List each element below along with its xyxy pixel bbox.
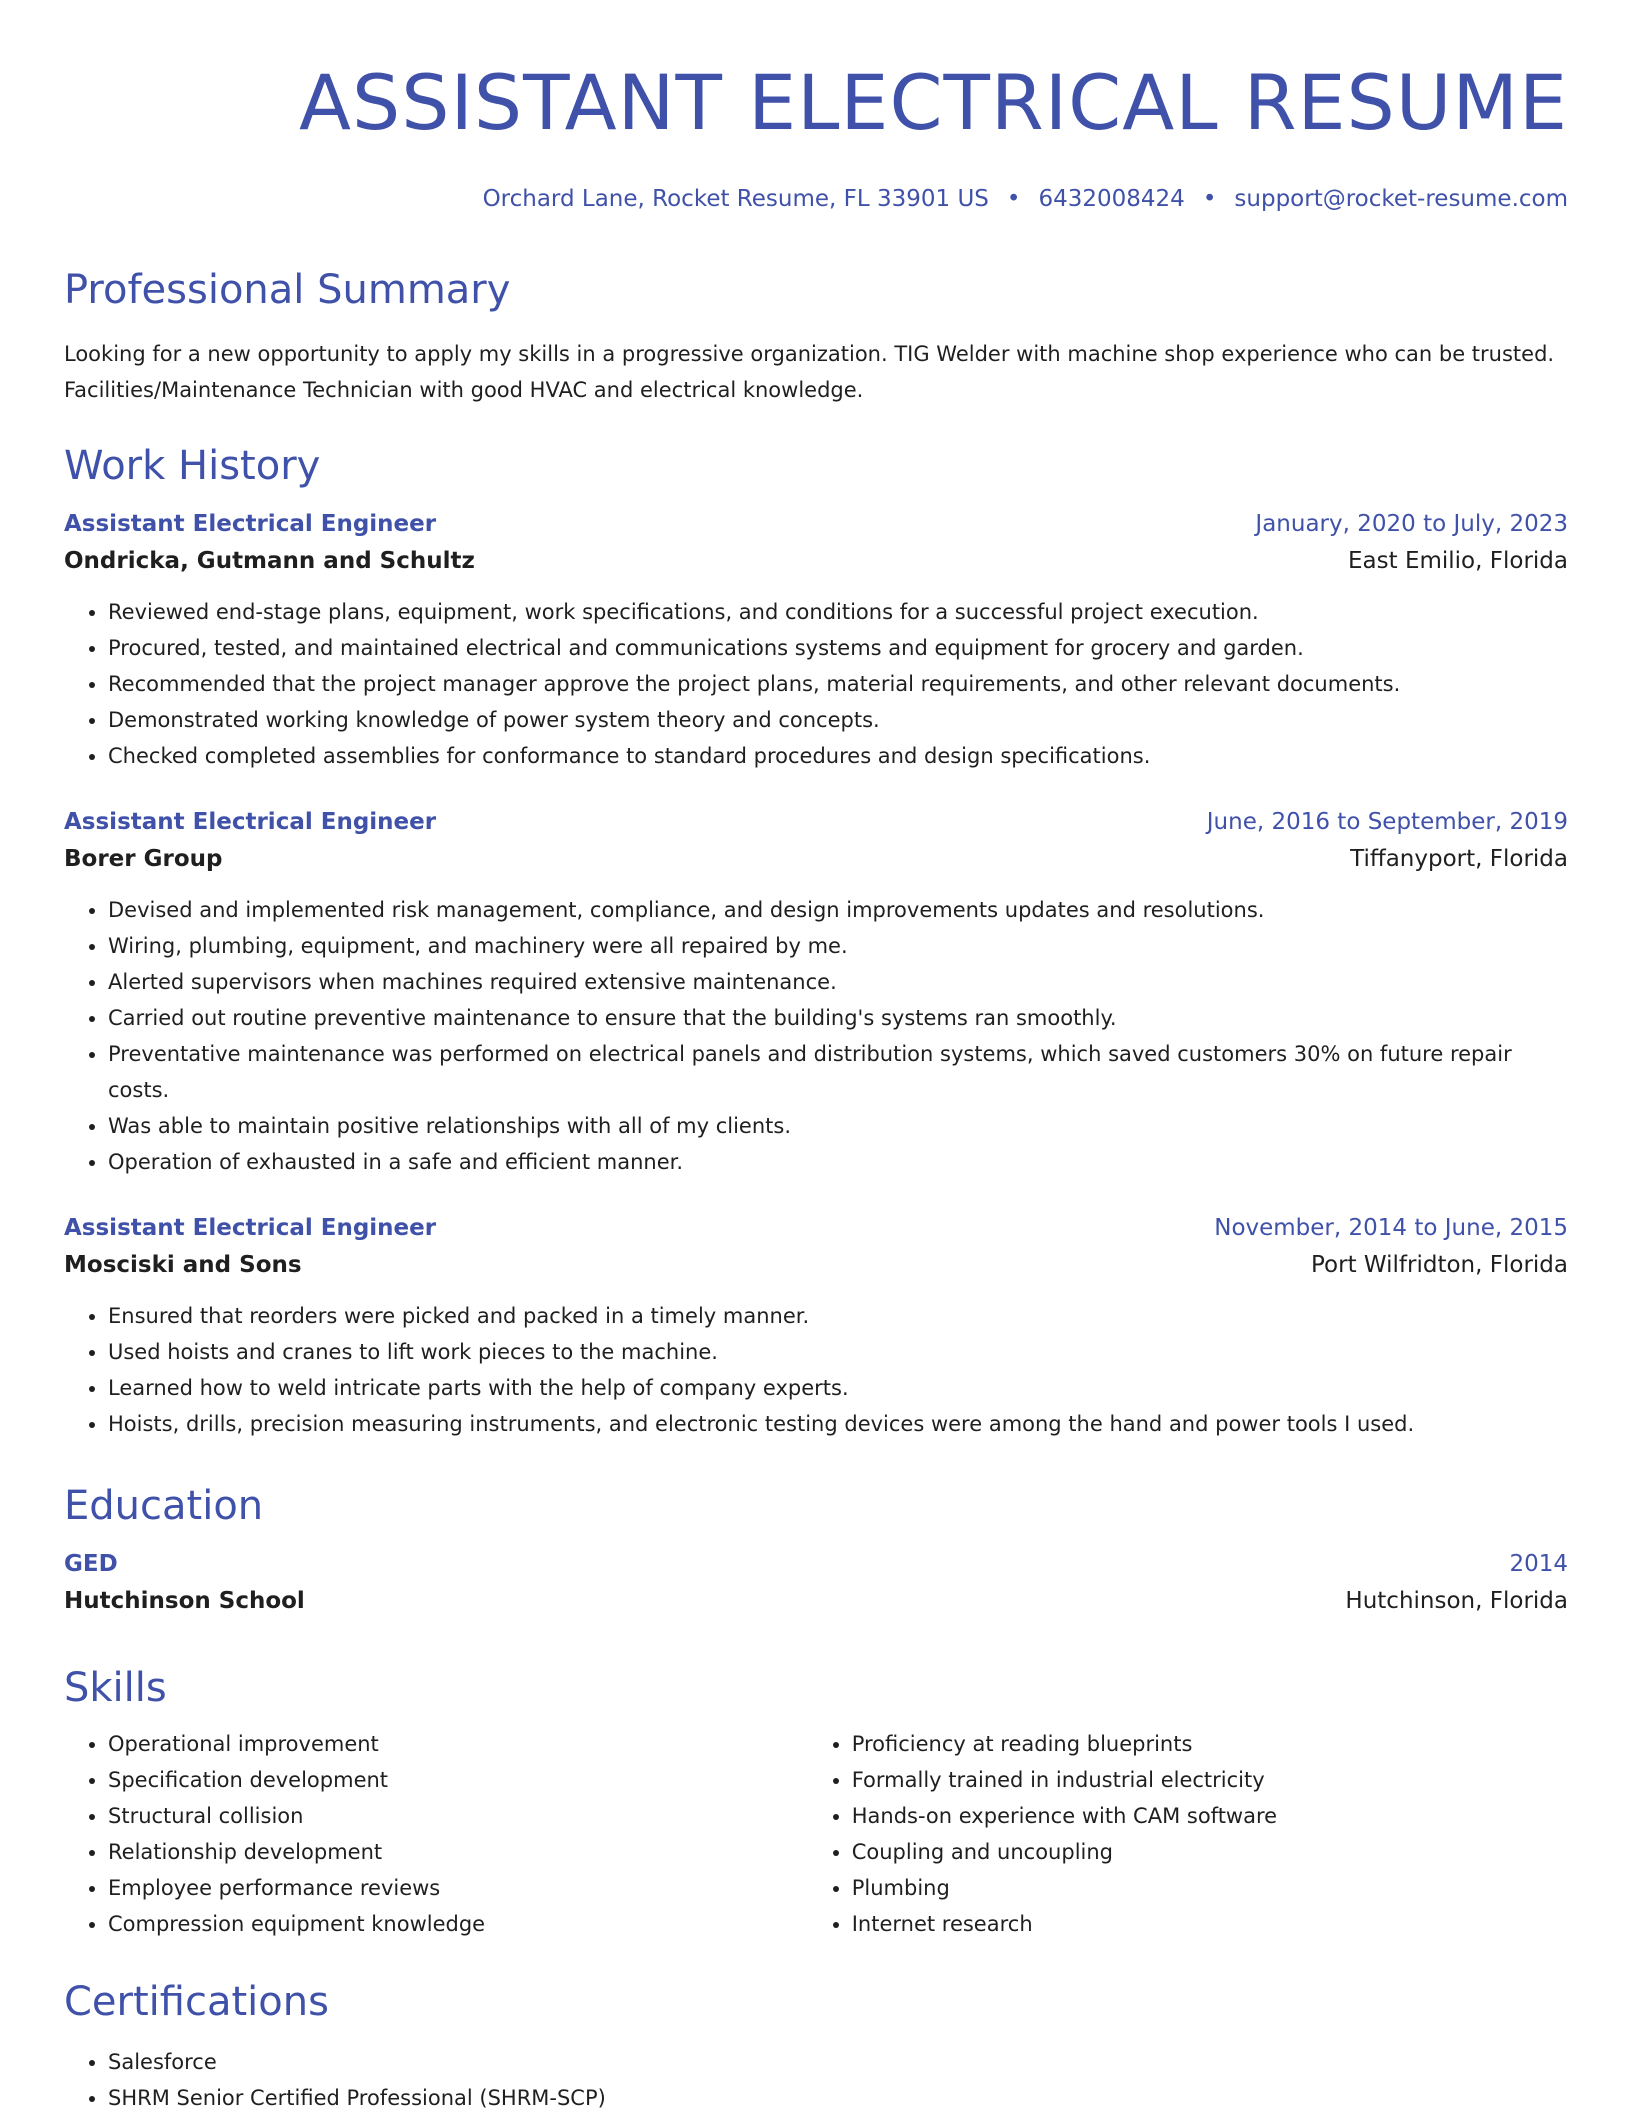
- resume-page: [64, 48, 1568, 2116]
- contact-separator: •: [1202, 186, 1217, 212]
- list-item: • Alerted supervisors when machines required extensive maintenance.: [108, 964, 1568, 1000]
- contact-address: Orchard Lane, Rocket Resume, FL 33901 US: [482, 186, 989, 212]
- list-item: • Recommended that the project manager approve the project plans, material requirements, and other relevant documents.: [108, 666, 1568, 702]
- list-item: • Proficiency at reading blueprints: [852, 1726, 1568, 1762]
- list-item: • Internet research: [852, 1906, 1568, 1942]
- section-title-work: Work History: [64, 443, 321, 489]
- list-item: • Ensured that reorders were picked and packed in a timely manner.: [108, 1298, 1568, 1334]
- skills-list-right: [808, 1726, 1568, 1942]
- list-item: • Was able to maintain positive relationships with all of my clients.: [108, 1108, 1568, 1144]
- list-item: • Coupling and uncoupling: [852, 1834, 1568, 1870]
- job-company: Borer Group: [64, 846, 223, 872]
- job-entry: [64, 506, 1568, 774]
- section-title-summary: Professional Summary: [64, 267, 511, 313]
- list-item: • Structural collision: [108, 1798, 768, 1834]
- list-item: • Reviewed end-stage plans, equipment, work specifications, and conditions for a successful project execution.: [108, 594, 1568, 630]
- list-item: • Operation of exhausted in a safe and efficient manner.: [108, 1144, 1568, 1180]
- list-item: • Used hoists and cranes to lift work pieces to the machine.: [108, 1334, 1568, 1370]
- list-item: • Procured, tested, and maintained electrical and communications systems and equipment for grocery and garden.: [108, 630, 1568, 666]
- list-item: • Compression equipment knowledge: [108, 1906, 768, 1942]
- list-item: • Devised and implemented risk management, compliance, and design improvements updates and resolutions.: [108, 892, 1568, 928]
- list-item: • Salesforce: [108, 2044, 1568, 2080]
- list-item: • Formally trained in industrial electricity: [852, 1762, 1568, 1798]
- section-title-certifications: Certifications: [64, 1979, 329, 2025]
- job-title: Assistant Electrical Engineer: [64, 809, 437, 835]
- contact-email[interactable]: support@rocket-resume.com: [1234, 186, 1568, 212]
- summary-text: Looking for a new opportunity to apply my skills in a progressive organization. TIG Welder with machine shop experience who can be trusted. Facilities/Maintenance Technician with good HVAC and electrical knowledge.: [64, 342, 1555, 402]
- job-location: East Emilio, Florida: [1348, 548, 1568, 574]
- education-school: Hutchinson School: [64, 1588, 305, 1614]
- job-entry: [64, 1210, 1568, 1442]
- job-entry: [64, 804, 1568, 1180]
- job-company: Ondricka, Gutmann and Schultz: [64, 548, 475, 574]
- list-item: • Relationship development: [108, 1834, 768, 1870]
- job-title: Assistant Electrical Engineer: [64, 1215, 437, 1241]
- job-dates: November, 2014 to June, 2015: [1214, 1215, 1568, 1241]
- section-title-education: Education: [64, 1483, 264, 1529]
- job-location: Port Wilfridton, Florida: [1311, 1252, 1568, 1278]
- list-item: • Specification development: [108, 1762, 768, 1798]
- education-location: Hutchinson, Florida: [1345, 1588, 1568, 1614]
- list-item: • SHRM Senior Certified Professional (SHRM-SCP): [108, 2080, 1568, 2116]
- education-degree: GED: [64, 1551, 118, 1577]
- list-item: • Employee performance reviews: [108, 1870, 768, 1906]
- job-title: Assistant Electrical Engineer: [64, 511, 437, 537]
- list-item: • Plumbing: [852, 1870, 1568, 1906]
- contact-line: [64, 182, 1568, 216]
- education-entry: [64, 1546, 1568, 1620]
- list-item: • Learned how to weld intricate parts with the help of company experts.: [108, 1370, 1568, 1406]
- skills-columns: [64, 1726, 1568, 1942]
- resume-name: ASSISTANT ELECTRICAL RESUME: [298, 58, 1568, 147]
- job-company: Mosciski and Sons: [64, 1252, 302, 1278]
- certifications-list: [64, 2044, 1568, 2116]
- job-dates: January, 2020 to July, 2023: [1255, 511, 1568, 537]
- list-item: • Demonstrated working knowledge of power system theory and concepts.: [108, 702, 1568, 738]
- list-item: • Hoists, drills, precision measuring instruments, and electronic testing devices were among the hand and power tools I used.: [108, 1406, 1568, 1442]
- contact-separator: •: [1006, 186, 1021, 212]
- contact-phone: 6432008424: [1038, 186, 1185, 212]
- job-bullets: [64, 1298, 1568, 1442]
- list-item: • Preventative maintenance was performed on electrical panels and distribution systems, which saved customers 30% on future repair costs.: [108, 1036, 1568, 1108]
- education-year: 2014: [1509, 1551, 1568, 1577]
- job-bullets: [64, 594, 1568, 774]
- job-bullets: [64, 892, 1568, 1180]
- list-item: • Wiring, plumbing, equipment, and machinery were all repaired by me.: [108, 928, 1568, 964]
- job-dates: June, 2016 to September, 2019: [1206, 809, 1568, 835]
- job-location: Tiffanyport, Florida: [1350, 846, 1568, 872]
- skills-list-left: [64, 1726, 768, 1942]
- list-item: • Carried out routine preventive maintenance to ensure that the building's systems ran smoothly.: [108, 1000, 1568, 1036]
- list-item: • Checked completed assemblies for conformance to standard procedures and design specifications.: [108, 738, 1568, 774]
- section-title-skills: Skills: [64, 1665, 167, 1711]
- list-item: • Operational improvement: [108, 1726, 768, 1762]
- list-item: • Hands-on experience with CAM software: [852, 1798, 1568, 1834]
